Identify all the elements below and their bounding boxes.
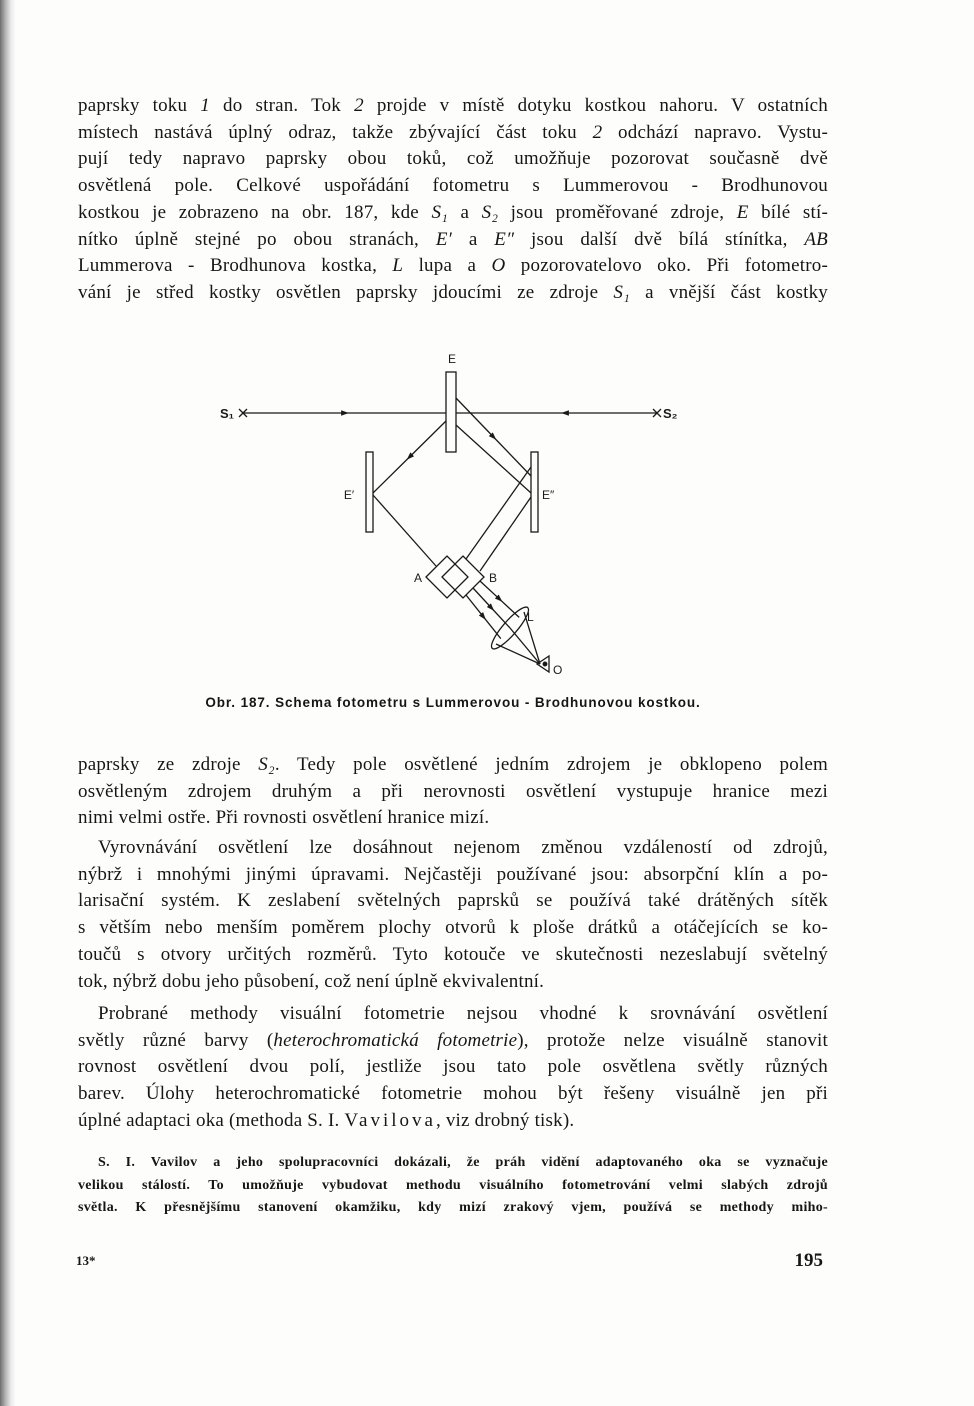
ray-cube-to-lens bbox=[466, 595, 501, 639]
text-run: Lummerova - Brodhunova kostka, bbox=[78, 255, 393, 277]
text-line bbox=[78, 1197, 828, 1220]
italic-text: S₂ bbox=[481, 201, 499, 223]
text-run: světly různé barvy ( bbox=[78, 1029, 274, 1051]
text-run: tok, nýbrž dobu jeho působení, což není úplně ekvivalentní. bbox=[78, 970, 545, 992]
label-e-prime: E′ bbox=[343, 488, 355, 502]
text-run: s větším nebo menším poměrem plochy otvorů k ploše drátků a otáčejících se ko- bbox=[78, 917, 828, 939]
signature-mark: 13* bbox=[76, 1253, 96, 1268]
paragraph bbox=[78, 1001, 828, 1135]
italic-text: E″ bbox=[494, 228, 515, 250]
text-run: rovnost osvětlení dvou polí, jestliže jsou tato pole osvětlena světly různých bbox=[78, 1056, 828, 1078]
text-line bbox=[78, 93, 828, 120]
italic-text: E′ bbox=[435, 228, 452, 250]
label-e: E bbox=[447, 352, 457, 366]
text-run: S. I. Vavilov a jeho spolupracovníci dokázali, že práh vidění adaptovaného oka se vyznačuje bbox=[98, 1155, 828, 1170]
text-run: a vnější část kostky bbox=[629, 281, 828, 303]
paragraph bbox=[78, 752, 828, 832]
text-run: místech nastává úplný odraz, takže zbývající část toku bbox=[78, 121, 593, 143]
photometer-diagram bbox=[200, 345, 700, 690]
text-line bbox=[78, 1108, 828, 1135]
text-line bbox=[78, 969, 828, 996]
italic-text: AB bbox=[804, 228, 828, 250]
text-line bbox=[78, 835, 828, 862]
text-line bbox=[78, 752, 828, 779]
italic-text: O bbox=[491, 255, 506, 277]
screen-e-prime bbox=[366, 452, 373, 532]
text-run: odchází napravo. Vystu- bbox=[602, 121, 829, 143]
ray-lens-to-eye bbox=[510, 628, 540, 664]
text-run: osvětleným zdrojem druhým a při nerovnosti osvětlení vystupuje hranice mezi bbox=[78, 780, 828, 802]
text-run: úplné adaptaci oka (methoda S. I. bbox=[78, 1109, 345, 1131]
text-line bbox=[78, 173, 828, 200]
text-run: ), protože nelze visuálně stanovit bbox=[517, 1029, 828, 1051]
eye-pupil-icon bbox=[543, 662, 547, 666]
text-run: projde v místě dotyku kostkou nahoru. V ostatních bbox=[363, 95, 828, 116]
ray-e-prime-to-cube bbox=[373, 495, 436, 566]
text-run: bílé stí- bbox=[748, 201, 828, 223]
italic-text: 2 bbox=[592, 121, 603, 143]
label-a: A bbox=[413, 571, 422, 585]
ray-e-to-e-double-prime bbox=[456, 398, 531, 476]
text-run: a bbox=[447, 201, 482, 223]
text-run: paprsky toku bbox=[78, 95, 201, 116]
ray-cube-to-lens bbox=[480, 581, 519, 617]
text-line bbox=[78, 146, 828, 173]
text-line bbox=[78, 942, 828, 969]
text-run: pují tedy napravo paprsky obou toků, což umožňuje pozorovat současně dvě bbox=[78, 148, 828, 170]
screen-e bbox=[446, 372, 456, 452]
text-run: nýbrž i mnohými jinými úpravami. Nejčastěji používané jsou: absorpční klín a po- bbox=[78, 863, 828, 885]
text-run: do stran. Tok bbox=[209, 95, 355, 116]
text-line bbox=[78, 862, 828, 889]
paragraph-continuation bbox=[78, 93, 828, 307]
binding-shadow bbox=[0, 0, 16, 1406]
text-line bbox=[78, 200, 828, 227]
text-run: a bbox=[452, 228, 495, 250]
ray-e-to-e-prime bbox=[373, 421, 446, 493]
text-line bbox=[78, 1054, 828, 1081]
text-line bbox=[78, 779, 828, 806]
text-run: . Tedy pole osvětlené jedním zdrojem je obklopeno polem bbox=[274, 754, 828, 775]
text-run: Probrané methody visuální fotometrie nejsou vhodné k srovnávání osvětlení bbox=[98, 1003, 828, 1024]
text-run: jsou další dvě bílá stínítka, bbox=[514, 228, 805, 250]
italic-text: S₁ bbox=[613, 281, 630, 303]
spaced-text: Vavilova bbox=[344, 1109, 436, 1131]
italic-text: E bbox=[736, 201, 749, 223]
italic-text: L bbox=[392, 255, 404, 277]
text-line bbox=[78, 915, 828, 942]
text-line bbox=[78, 805, 828, 832]
text-line bbox=[78, 227, 828, 254]
text-run: pozorovatelovo oko. Při fotometro- bbox=[505, 255, 828, 277]
screen-e-double-prime bbox=[531, 452, 538, 532]
text-run: světla. K přesnějšímu stanovení okamžiku, kdy mizí zrakový vjem, používá se methody miho- bbox=[78, 1200, 828, 1215]
text-line bbox=[78, 1175, 828, 1198]
text-run: paprsky ze zdroje bbox=[78, 754, 259, 775]
text-line bbox=[78, 253, 828, 280]
cube-prism-b bbox=[442, 556, 484, 598]
text-line bbox=[78, 1081, 828, 1108]
text-line bbox=[78, 120, 828, 147]
text-run: larisační systém. K zeslabení světelných paprsků se používá také drátěných sítěk bbox=[78, 890, 828, 912]
italic-text: S₂ bbox=[258, 754, 275, 775]
label-l: L bbox=[527, 610, 534, 624]
italic-text: S₁ bbox=[431, 201, 448, 223]
label-e-double-prime: E″ bbox=[542, 488, 555, 502]
text-run: , viz drobný tisk). bbox=[435, 1109, 575, 1131]
text-line bbox=[78, 280, 828, 307]
text-run: nítko úplně stejné po obou stranách, bbox=[78, 228, 436, 250]
text-line bbox=[78, 1152, 828, 1175]
ray-e-double-prime-to-cube-2 bbox=[480, 497, 531, 571]
ray-cube-to-lens bbox=[473, 588, 510, 628]
figure-caption: Obr. 187. Schema fotometru s Lummerovou - Brodhunovou kostkou. bbox=[205, 695, 701, 710]
paragraph bbox=[78, 835, 828, 995]
text-run: osvětlená pole. Celkové uspořádání fotometru s Lummerovou - Brodhunovou bbox=[78, 175, 828, 197]
text-run: lupa a bbox=[403, 255, 492, 277]
text-run: jsou proměřované zdroje, bbox=[498, 201, 737, 223]
text-run: nimi velmi ostře. Při rovnosti osvětlení hranice mizí. bbox=[78, 807, 490, 829]
text-line bbox=[78, 888, 828, 915]
text-run: vání je střed kostky osvětlen paprsky jdoucími ze zdroje bbox=[78, 281, 614, 303]
italic-text: 2 bbox=[354, 95, 364, 116]
text-line bbox=[78, 1001, 828, 1028]
text-run: kostkou je zobrazeno na obr. 187, kde bbox=[78, 201, 432, 223]
italic-text: 1 bbox=[200, 95, 210, 116]
text-run: Vyrovnávání osvětlení lze dosáhnout nejenom změnou vzdáleností od zdrojů, bbox=[98, 837, 828, 858]
text-line bbox=[78, 1028, 828, 1055]
text-run: barev. Úlohy heterochromatické fotometrie mohou být řešeny visuálně jen při bbox=[78, 1083, 828, 1105]
text-run: velikou stálostí. To umožňuje vybudovat methodu visuálního fotometrování velmi slabých zdrojů bbox=[78, 1177, 828, 1193]
page-number: 195 bbox=[794, 1250, 823, 1271]
label-o: O bbox=[553, 663, 563, 677]
text-run: toučů s otvory určitých rozměrů. Tyto kotouče ve skutečnosti nezeslabují světelný bbox=[78, 943, 828, 965]
label-s2: S₂ bbox=[663, 406, 678, 421]
italic-text: heterochromatická fotometrie bbox=[273, 1029, 518, 1051]
label-s1: S₁ bbox=[220, 406, 235, 421]
label-b: B bbox=[489, 571, 498, 585]
ray-lens-to-eye bbox=[496, 644, 540, 664]
small-print-paragraph bbox=[78, 1152, 828, 1220]
